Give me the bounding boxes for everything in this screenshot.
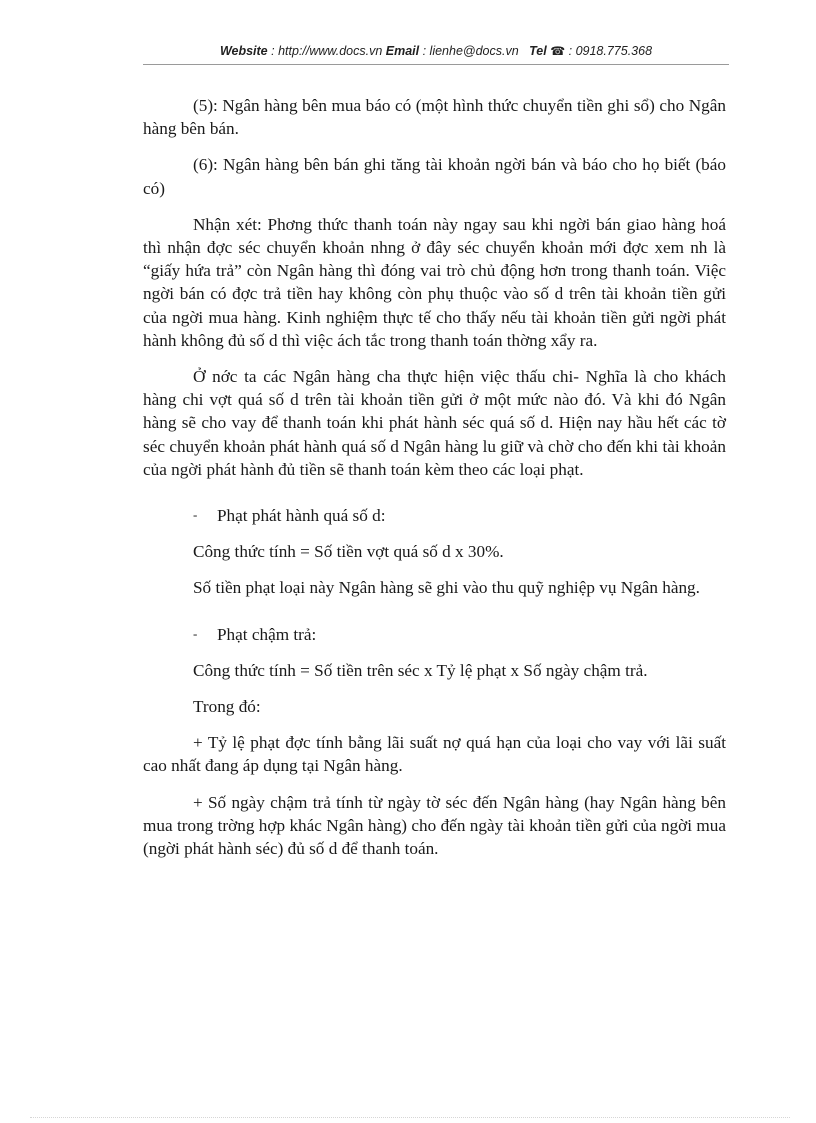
phone-icon: ☎ [550,44,566,58]
formula-late-payment: Công thức tính = Số tiền trên séc x Tỷ lệ phạt x Số ngày chậm trả. [193,660,648,680]
formula-overdraft: Công thức tính = Số tiền vợt quá số d x 30%. [193,542,504,562]
tel-value: 0918.775.368 [575,44,653,58]
paragraph-penalty-rate: + Tỷ lệ phạt đợc tính bằng lãi suất nợ quá hạn của loại cho vay với lãi suất cao nhất đang áp dụng tại Ngân hàng. [143,733,726,776]
paragraph-item-6: (6): Ngân hàng bên bán ghi tăng tài khoản ngời bán và báo cho họ biết (báo có) [143,155,726,198]
bullet-item [143,503,726,527]
bullet-dash: - [193,625,198,641]
bullet-text-penalty-late: Phạt chậm trả: [217,624,317,644]
paragraph-late-days: + Số ngày chậm trả tính từ ngày tờ séc đến Ngân hàng (hay Ngân hàng bên mua trong trờng hợp khác Ngân hàng) cho đến ngày tài khoản tiền gửi của ngời mua (ngời phát hành séc) đủ số d để thanh toán. [143,792,726,859]
bullet-dash: - [193,507,198,523]
email-separator: : [419,44,430,58]
paragraph-overdraft: Ở nớc ta các Ngân hàng cha thực hiện việc thấu chi- Nghĩa là cho khách hàng chi vợt quá số d trên tài khoản tiền gửi ở một mức nào đó. Và khi đó Ngân hàng sẽ cho vay để thanh toán khi phát hành séc quá số d. Hiện nay hầu hết các tờ séc chuyển khoản phát hành quá số d Ngân hàng lu giữ và chờ cho đến khi tài khoản của ngời phát hành đủ tiền sẽ thanh toán kèm theo các loại phạt. [143,367,726,479]
tel-separator: : [565,44,576,58]
document-body [143,94,726,873]
paragraph-where: Trong đó: [193,697,261,717]
bullet-text-penalty-overdraft: Phạt phát hành quá số d: [217,506,386,526]
footer-divider [30,1117,790,1118]
email-link[interactable]: lienhe@docs.vn [429,44,519,58]
paragraph-item-5: (5): Ngân hàng bên mua báo có (một hình thức chuyển tiền ghi sổ) cho Ngân hàng bên bán. [143,96,726,139]
email-label: Email [385,44,420,58]
website-label: Website [219,44,268,58]
paragraph-penalty-usage: Số tiền phạt loại này Ngân hàng sẽ ghi vào thu quỹ nghiệp vụ Ngân hàng. [193,578,700,598]
paragraph-remark: Nhận xét: Phơng thức thanh toán này ngay sau khi ngời bán giao hàng hoá thì nhận đợc séc chuyển khoản nhng ở đây séc chuyển khoản mới đợc xem nh là “giấy hứa trả” còn Ngân hàng thì đóng vai trò chủ động hơn trong thanh toán. Việc ngời bán có đợc trả tiền hay không còn phụ thuộc vào số d trên tài khoản tiền gửi của ngời mua hàng. Kinh nghiệm thực tế cho thấy nếu tài khoản tiền gửi ngời phát hành không đủ số d thì việc ách tắc trong thanh toán thờng xẩy ra. [143,214,726,350]
tel-label: Tel [529,44,547,58]
page-header [143,44,729,58]
bullet-item [143,622,726,646]
website-separator: : [267,44,279,58]
header-divider [143,64,729,65]
website-link[interactable]: http://www.docs.vn [278,44,383,58]
